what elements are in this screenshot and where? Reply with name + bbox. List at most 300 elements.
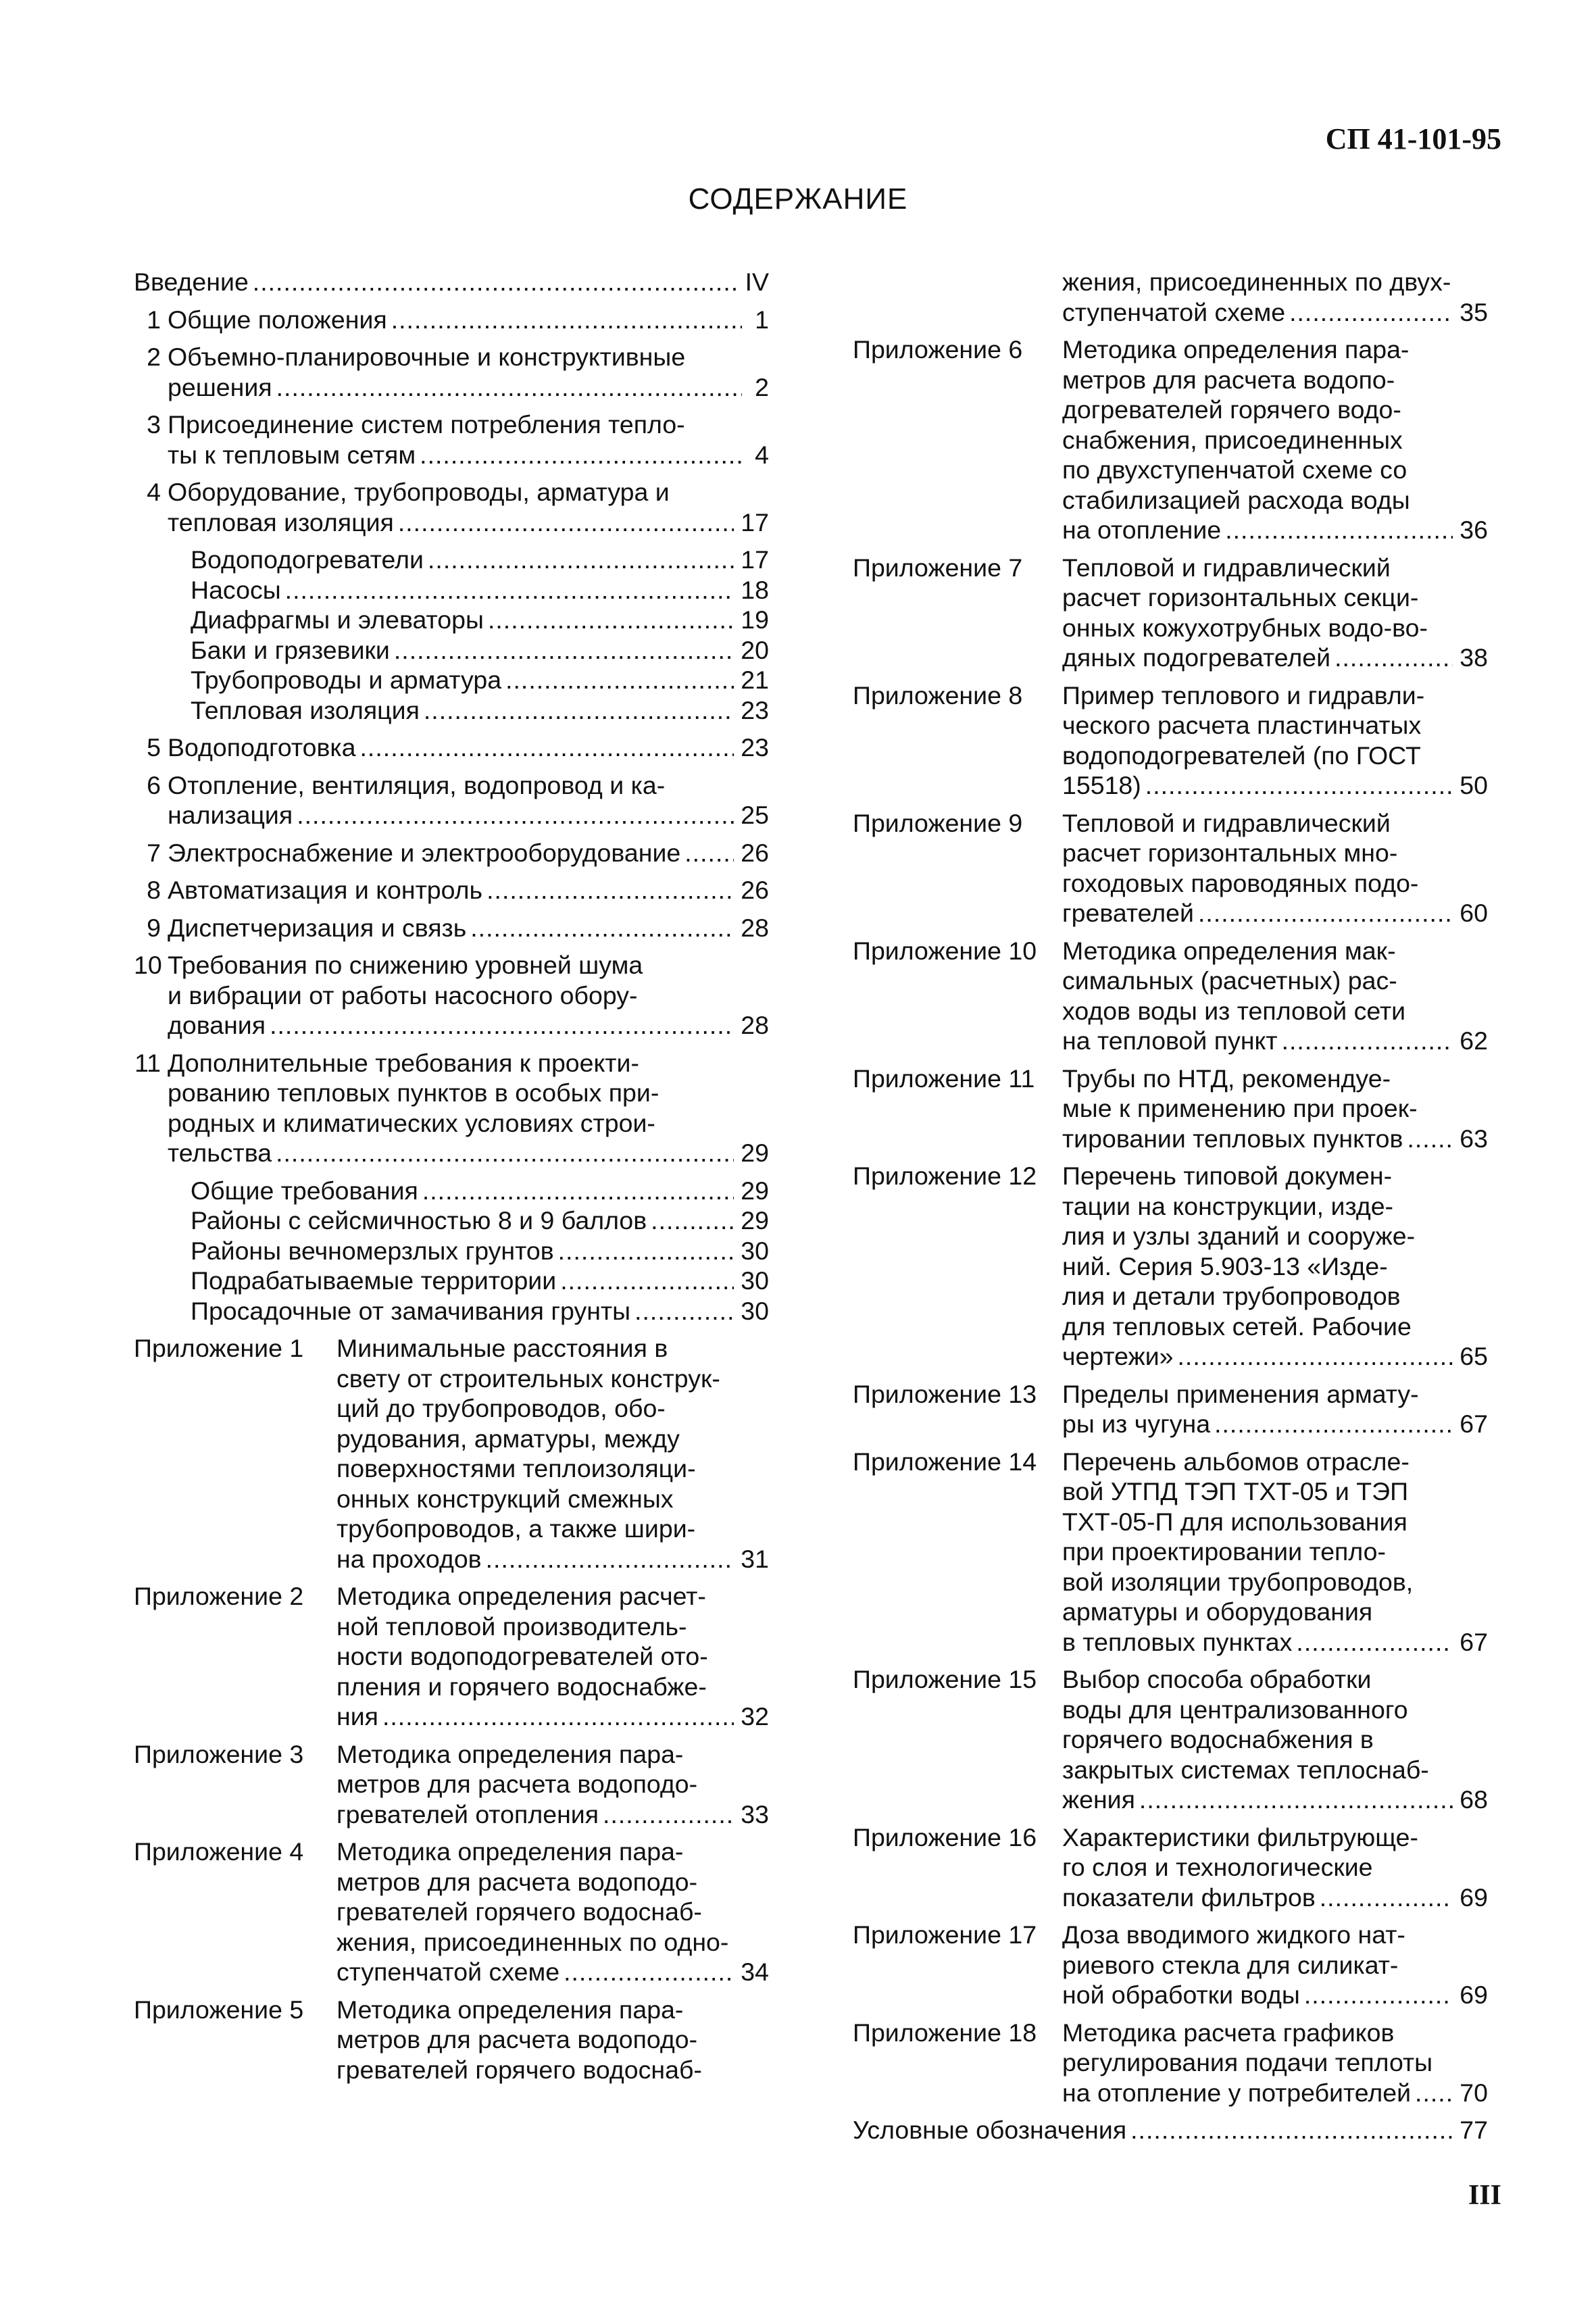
appendix-title: догревателей горячего водо-: [1062, 395, 1401, 424]
dot-leader: [1225, 515, 1453, 545]
appendix-label: Приложение 12: [853, 1162, 1037, 1190]
page-number: III: [1468, 2180, 1501, 2211]
toc-line: [853, 936, 1488, 966]
section-title: Объемно-планировочные и конструктивные: [168, 343, 686, 371]
toc-entry-section: [134, 950, 769, 1041]
section-title: Водоподготовка: [168, 733, 356, 762]
page-ref: 1: [755, 305, 769, 334]
dot-leader: [1282, 1026, 1453, 1056]
page-ref: 2: [755, 372, 769, 401]
page-ref: 30: [741, 1236, 769, 1265]
toc-line: [134, 913, 769, 943]
appendix-title: Тепловой и гидравлический: [1062, 808, 1391, 837]
appendix-label: Приложение 17: [853, 1920, 1037, 1949]
toc-line: [853, 1883, 1488, 1913]
toc-entry-section: [134, 770, 769, 830]
dot-leader: [276, 1138, 734, 1168]
dot-leader: [424, 695, 734, 726]
toc-line: [134, 1514, 769, 1544]
appendix-title: снабжения, присоединенных: [1062, 425, 1403, 454]
page-ref: 29: [741, 1206, 769, 1235]
toc-line: [853, 553, 1488, 583]
toc-line: [853, 966, 1488, 996]
dot-leader: [486, 1544, 734, 1574]
subsection-title: Насосы: [191, 575, 281, 604]
toc-line: [134, 1296, 769, 1326]
toc-entry-appendix: [853, 1379, 1488, 1439]
toc-line: [134, 2024, 769, 2055]
section-title: и вибрации от работы насосного обору-: [168, 980, 638, 1010]
appendix-title: вой УТПД ТЭП ТХТ-05 и ТЭП: [1062, 1477, 1409, 1505]
section-title: Диспетчеризация и связь: [168, 913, 467, 942]
appendix-title: ТХТ-05-П для использования: [1062, 1507, 1407, 1536]
toc-line: [853, 1537, 1488, 1567]
page-ref: 65: [1460, 1342, 1488, 1370]
toc-line: [853, 868, 1488, 899]
section-title: Общие положения: [168, 305, 387, 334]
appendix-title: Выбор способа обработки: [1062, 1665, 1372, 1693]
appendix-title: лия и детали трубопроводов: [1062, 1282, 1401, 1310]
dot-leader: [1139, 1785, 1453, 1815]
appendix-title: показатели фильтров: [1062, 1883, 1316, 1912]
toc-entry-legend: Условные обозначения ..... 77: [853, 2115, 1488, 2145]
appendix-title: Пример теплового и гидравли-: [1062, 680, 1425, 710]
toc-line: [134, 875, 769, 905]
appendix-title: жения, присоединенных по двух-: [1062, 268, 1451, 296]
appendix-title: ры из чугуна: [1062, 1410, 1211, 1438]
appendix-title: 15518): [1062, 771, 1141, 799]
toc-line: [853, 267, 1488, 297]
page-ref: 67: [1460, 1410, 1488, 1438]
appendix-label: Приложение 9: [853, 808, 1023, 837]
appendix-title: Перечень альбомов отрасле-: [1062, 1447, 1410, 1476]
toc-entry-appendix: [853, 334, 1488, 545]
toc-entry-appendix: [853, 1447, 1488, 1658]
dot-leader: [394, 635, 734, 666]
appendix-title: Методика определения пара-: [336, 1837, 684, 1866]
toc-entry-appendix: [134, 1837, 769, 1987]
toc-line: [134, 635, 769, 666]
toc-entry-section: [134, 409, 769, 470]
toc-entry-subsection: [134, 1236, 769, 1266]
dot-leader: [1320, 1883, 1453, 1913]
page-ref: 30: [741, 1296, 769, 1325]
section-title: Отопление, вентиляция, водопровод и ка-: [168, 770, 666, 799]
toc-line: [134, 1108, 769, 1139]
appendix-label: Приложение 5: [134, 1995, 304, 2024]
dot-leader: [488, 605, 734, 635]
page-ref: 18: [741, 575, 769, 604]
toc-line: [853, 1695, 1488, 1725]
toc-line: [134, 1897, 769, 1927]
toc-entry-appendix: [853, 936, 1488, 1056]
toc-entry-appendix: [853, 1064, 1488, 1154]
toc-line: [853, 680, 1488, 711]
toc-line: [134, 1333, 769, 1364]
toc-line: [134, 1799, 769, 1830]
appendix-title: лия и узлы зданий и сооруже-: [1062, 1222, 1416, 1250]
dot-leader: [505, 665, 734, 695]
dot-leader: [1214, 1409, 1453, 1439]
toc-line: [134, 507, 769, 538]
toc-line: [134, 575, 769, 605]
appendix-label: Приложение 2: [134, 1582, 304, 1610]
appendix-title: ступенчатой схеме: [1062, 297, 1286, 326]
subsection-title: Подрабатываемые территории: [191, 1266, 557, 1295]
section-title: нализация: [168, 801, 293, 829]
dot-leader: [420, 440, 742, 470]
section-number: 3: [147, 410, 161, 439]
page-ref: 26: [741, 838, 769, 867]
toc-line: [853, 1785, 1488, 1815]
toc-line: [134, 342, 769, 372]
toc-line: [134, 1769, 769, 1799]
appendix-label: Приложение 4: [134, 1837, 304, 1866]
toc-line: [853, 334, 1488, 365]
toc-line: [853, 1755, 1488, 1785]
appendix-title: при проектировании тепло-: [1062, 1537, 1387, 1566]
dot-leader: [1335, 643, 1453, 673]
appendix-title: метров для расчета водоподо-: [336, 2025, 698, 2053]
dot-leader: [1296, 1627, 1453, 1658]
toc-entry-subsection: [134, 545, 769, 575]
appendix-label: Приложение 7: [853, 553, 1023, 582]
toc-line: [853, 395, 1488, 425]
toc-line: [134, 1393, 769, 1424]
toc-line: [853, 365, 1488, 395]
appendix-title: Минимальные расстояния в: [336, 1334, 668, 1362]
appendix-title: пления и горячего водоснабже-: [336, 1672, 707, 1701]
appendix-title: Тепловой и гидравлический: [1062, 553, 1391, 582]
toc-line: [134, 1364, 769, 1394]
page-ref: 20: [741, 635, 769, 664]
toc-line: [853, 2047, 1488, 2078]
toc-line: [853, 1950, 1488, 1981]
dot-leader: [560, 1266, 734, 1296]
subsection-title: Просадочные от замачивания грунты: [191, 1296, 631, 1325]
toc-entry-appendix: [853, 808, 1488, 928]
toc-line: [853, 1026, 1488, 1056]
toc-line: [134, 1236, 769, 1266]
toc-line: [853, 1980, 1488, 2010]
page-ref: 35: [1460, 297, 1488, 326]
section-number: 2: [147, 343, 161, 371]
appendix-title: гревателей горячего водоснаб-: [336, 1897, 702, 1926]
section-title: Присоединение систем потребления тепло-: [168, 410, 685, 439]
toc-line: [134, 1010, 769, 1041]
toc-line: [853, 297, 1488, 328]
toc-line: [134, 1453, 769, 1484]
page-ref: 19: [741, 605, 769, 634]
page-ref: 36: [1460, 516, 1488, 544]
page-ref: 32: [741, 1702, 769, 1731]
toc-line: [134, 1837, 769, 1867]
dot-leader: [428, 545, 734, 575]
toc-entry-section: [134, 913, 769, 943]
appendix-label: Приложение 1: [134, 1334, 304, 1362]
page-ref: 67: [1460, 1627, 1488, 1656]
dot-leader: [1415, 2078, 1453, 2108]
toc-line: [853, 455, 1488, 485]
section-number: 9: [147, 913, 161, 942]
toc-line: [134, 1867, 769, 1897]
page-ref: 26: [741, 876, 769, 904]
page-ref: 69: [1460, 1883, 1488, 1912]
page-ref: 38: [1460, 643, 1488, 672]
appendix-label: Приложение 3: [134, 1739, 304, 1768]
toc-entry-section: [134, 732, 769, 763]
appendix-title: Перечень типовой докумен-: [1062, 1162, 1393, 1190]
appendix-title: чертежи»: [1062, 1342, 1174, 1370]
appendix-title: рудования, арматуры, между: [336, 1424, 680, 1453]
toc-line: [134, 1544, 769, 1574]
appendix-title: регулирования подачи теплоты: [1062, 2048, 1433, 2076]
appendix-label: Приложение 13: [853, 1379, 1037, 1408]
appendix-title: Методика определения расчет-: [336, 1582, 706, 1610]
toc-line: [853, 1281, 1488, 1312]
toc-line: [853, 770, 1488, 801]
toc-line: [853, 1476, 1488, 1507]
section-title: дования: [168, 1011, 266, 1039]
toc-line: [853, 1221, 1488, 1251]
toc-line: [853, 1822, 1488, 1853]
doc-code: СП 41-101-95: [1325, 122, 1501, 155]
dot-leader: [1289, 297, 1453, 328]
page-ref: 30: [741, 1266, 769, 1295]
page-ref: 63: [1460, 1124, 1488, 1153]
appendix-title: расчет горизонтальных мно-: [1062, 839, 1398, 867]
appendix-title: Методика определения пара-: [336, 1739, 684, 1768]
appendix-title: свету от строительных конструк-: [336, 1364, 720, 1393]
toc-line: [853, 1161, 1488, 1191]
appendix-title: гревателей: [1062, 899, 1194, 927]
appendix-title: водоподогревателей (по ГОСТ: [1062, 741, 1421, 770]
section-title: ты к тепловым сетям: [168, 440, 416, 469]
appendix-title: жения, присоединенных по одно-: [336, 1927, 729, 1956]
toc-line: [134, 695, 769, 726]
section-title: тельства: [168, 1139, 272, 1167]
toc-line: [134, 1701, 769, 1732]
page-ref: 50: [1460, 771, 1488, 799]
appendix-title: Методика определения мак-: [1062, 936, 1396, 965]
appendix-title: метров для расчета водопо-: [1062, 365, 1395, 394]
page-ref: 28: [741, 913, 769, 942]
appendix-title: ной обработки воды: [1062, 1981, 1300, 2009]
dot-leader: [1407, 1124, 1453, 1154]
dot-leader: [297, 800, 734, 830]
toc-entry-section: [134, 342, 769, 402]
appendix-label: Приложение 8: [853, 680, 1023, 710]
toc-line: [853, 1191, 1488, 1222]
section-title: Дополнительные требования к проекти-: [168, 1048, 639, 1077]
page-ref: 17: [741, 545, 769, 574]
dot-leader: [285, 575, 734, 605]
page-ref: 23: [741, 695, 769, 724]
appendix-title: на тепловой пункт: [1062, 1026, 1278, 1055]
page-ref: 25: [741, 801, 769, 829]
toc-line: [134, 1612, 769, 1642]
toc-line: [134, 800, 769, 830]
toc-line: [134, 409, 769, 440]
appendix-title: мые к применению при проек-: [1062, 1094, 1418, 1122]
appendix-title: тации на конструкции, изде-: [1062, 1191, 1394, 1220]
toc-line: [853, 710, 1488, 741]
page-ref: 31: [741, 1544, 769, 1573]
appendix-title: на проходов: [336, 1544, 482, 1573]
appendix-title: тировании тепловых пунктов: [1062, 1124, 1403, 1153]
dot-leader: [276, 372, 742, 403]
toc-entry-section: [134, 875, 769, 905]
toc-entry-appendix: [853, 1161, 1488, 1372]
toc-line: [853, 1724, 1488, 1755]
toc-line: [134, 372, 769, 403]
toc-line: [134, 477, 769, 507]
section-title: Оборудование, трубопроводы, арматура и: [168, 478, 670, 506]
dot-leader: [1178, 1341, 1453, 1372]
page-ref: 69: [1460, 1981, 1488, 2009]
dot-leader: [564, 1957, 734, 1987]
page-ref: 23: [741, 733, 769, 762]
appendix-title: для тепловых сетей. Рабочие: [1062, 1312, 1412, 1341]
toc-entry-appendix: [853, 1920, 1488, 2010]
toc-line: [134, 950, 769, 980]
toc-line: [134, 1048, 769, 1078]
dot-leader: [558, 1236, 734, 1266]
toc-entry-subsection: [134, 665, 769, 695]
dot-leader: [1198, 898, 1453, 928]
appendix-title: онных кожухотрубных водо-во-: [1062, 613, 1428, 642]
appendix-label: Приложение 16: [853, 1822, 1037, 1851]
toc-entry-subsection: [134, 1296, 769, 1326]
appendix-title: ния: [336, 1702, 378, 1731]
toc-line: [853, 1341, 1488, 1372]
toc-line: [853, 1064, 1488, 1094]
subsection-title: Трубопроводы и арматура: [191, 666, 502, 694]
toc-line: [853, 1627, 1488, 1658]
toc-entry-section: [134, 477, 769, 537]
page-ref: 34: [741, 1958, 769, 1986]
appendix-title: Пределы применения армату-: [1062, 1379, 1419, 1408]
appendix-title: поверхностями теплоизоляци-: [336, 1454, 696, 1483]
toc-line: [853, 1852, 1488, 1883]
toc-entry-appendix: [134, 1739, 769, 1830]
appendix-title: в тепловых пунктах: [1062, 1627, 1293, 1656]
appendix-title: ной тепловой производитель-: [336, 1612, 687, 1641]
toc-entry-subsection: [134, 695, 769, 726]
page-title: СОДЕРЖАНИЕ: [688, 182, 908, 216]
toc-line: [853, 1093, 1488, 1124]
page-ref: 60: [1460, 899, 1488, 927]
appendix-label: Приложение 6: [853, 335, 1023, 364]
page-ref: 21: [741, 666, 769, 694]
toc-line: [853, 838, 1488, 868]
toc-line: [853, 1920, 1488, 1950]
toc-entry-appendix: [134, 1995, 769, 2085]
toc-line: [853, 1124, 1488, 1154]
toc-line: [853, 2018, 1488, 2048]
page-ref: 70: [1460, 2078, 1488, 2107]
toc-line: [853, 613, 1488, 643]
appendix-title: онных конструкций смежных: [336, 1484, 674, 1513]
toc-line: [134, 1641, 769, 1672]
subsection-title: Тепловая изоляция: [191, 695, 420, 724]
appendix-label: Приложение 15: [853, 1665, 1037, 1693]
toc-line: [134, 1078, 769, 1108]
appendix-title: метров для расчета водоподо-: [336, 1867, 698, 1896]
toc-line: [134, 605, 769, 635]
appendix-title: на отопление у потребителей: [1062, 2078, 1412, 2107]
toc-entry-section: [134, 305, 769, 335]
toc-line: [134, 1205, 769, 1236]
section-number: 10: [134, 951, 162, 979]
toc-line: [853, 643, 1488, 673]
section-number: 1: [147, 305, 161, 334]
section-number: 5: [147, 733, 161, 762]
dot-leader: [1304, 1980, 1453, 2010]
toc-line: [134, 838, 769, 868]
appendix-title: риевого стекла для силикат-: [1062, 1950, 1399, 1979]
toc-line: [134, 1995, 769, 2025]
toc-entry-subsection: [134, 575, 769, 605]
section-number: 4: [147, 478, 161, 506]
appendix-title: гревателей отопления: [336, 1799, 599, 1828]
appendix-title: Методика определения пара-: [336, 1995, 684, 2024]
toc-line: [853, 1409, 1488, 1439]
toc-line: [134, 545, 769, 575]
appendix-title: гоходовых пароводяных подо-: [1062, 868, 1419, 897]
toc-entry-section: [134, 838, 769, 868]
toc-line: [134, 1266, 769, 1296]
subsection-title: Диафрагмы и элеваторы: [191, 605, 484, 634]
toc-line: [853, 1507, 1488, 1537]
dot-leader: [634, 1296, 734, 1326]
toc-line: [853, 1251, 1488, 1282]
toc-line: [853, 1447, 1488, 1477]
toc-line: [853, 485, 1488, 516]
toc-line: [853, 1664, 1488, 1695]
toc-entry-section: [134, 1048, 769, 1168]
appendix-title: гревателей горячего водоснаб-: [336, 2055, 702, 2084]
toc-line: [134, 1581, 769, 1612]
toc-line: [853, 582, 1488, 613]
toc-line: [134, 440, 769, 470]
appendix-title: Характеристики фильтрующе-: [1062, 1822, 1419, 1851]
toc-entry-appendix: [853, 1664, 1488, 1815]
page-ref: 29: [741, 1176, 769, 1205]
appendix-label: Приложение 18: [853, 2018, 1037, 2047]
page-ref: 28: [741, 1011, 769, 1039]
page-ref: 62: [1460, 1026, 1488, 1055]
appendix-title: дяных подогревателей: [1062, 643, 1331, 672]
appendix-title: стабилизацией расхода воды: [1062, 485, 1410, 514]
toc-line: [853, 515, 1488, 545]
toc-line: [134, 1957, 769, 1987]
page-ref: 17: [741, 507, 769, 537]
section-title: решения: [168, 372, 272, 401]
subsection-title: Районы вечномерзлых грунтов: [191, 1236, 554, 1265]
appendix-title: ческого расчета пластинчатых: [1062, 711, 1422, 739]
toc-line: [853, 808, 1488, 839]
toc-line: [134, 770, 769, 801]
appendix-title: Трубы по НТД, рекомендуе-: [1062, 1064, 1391, 1093]
appendix-title: ступенчатой схеме: [336, 1958, 560, 1986]
toc-entry-appendix: [853, 2018, 1488, 2108]
toc-left-column: [134, 267, 769, 2092]
dot-leader: [651, 1205, 734, 1236]
dot-leader: [470, 913, 734, 943]
appendix-title: расчет горизонтальных секци-: [1062, 583, 1419, 612]
section-number: 11: [134, 1048, 161, 1077]
